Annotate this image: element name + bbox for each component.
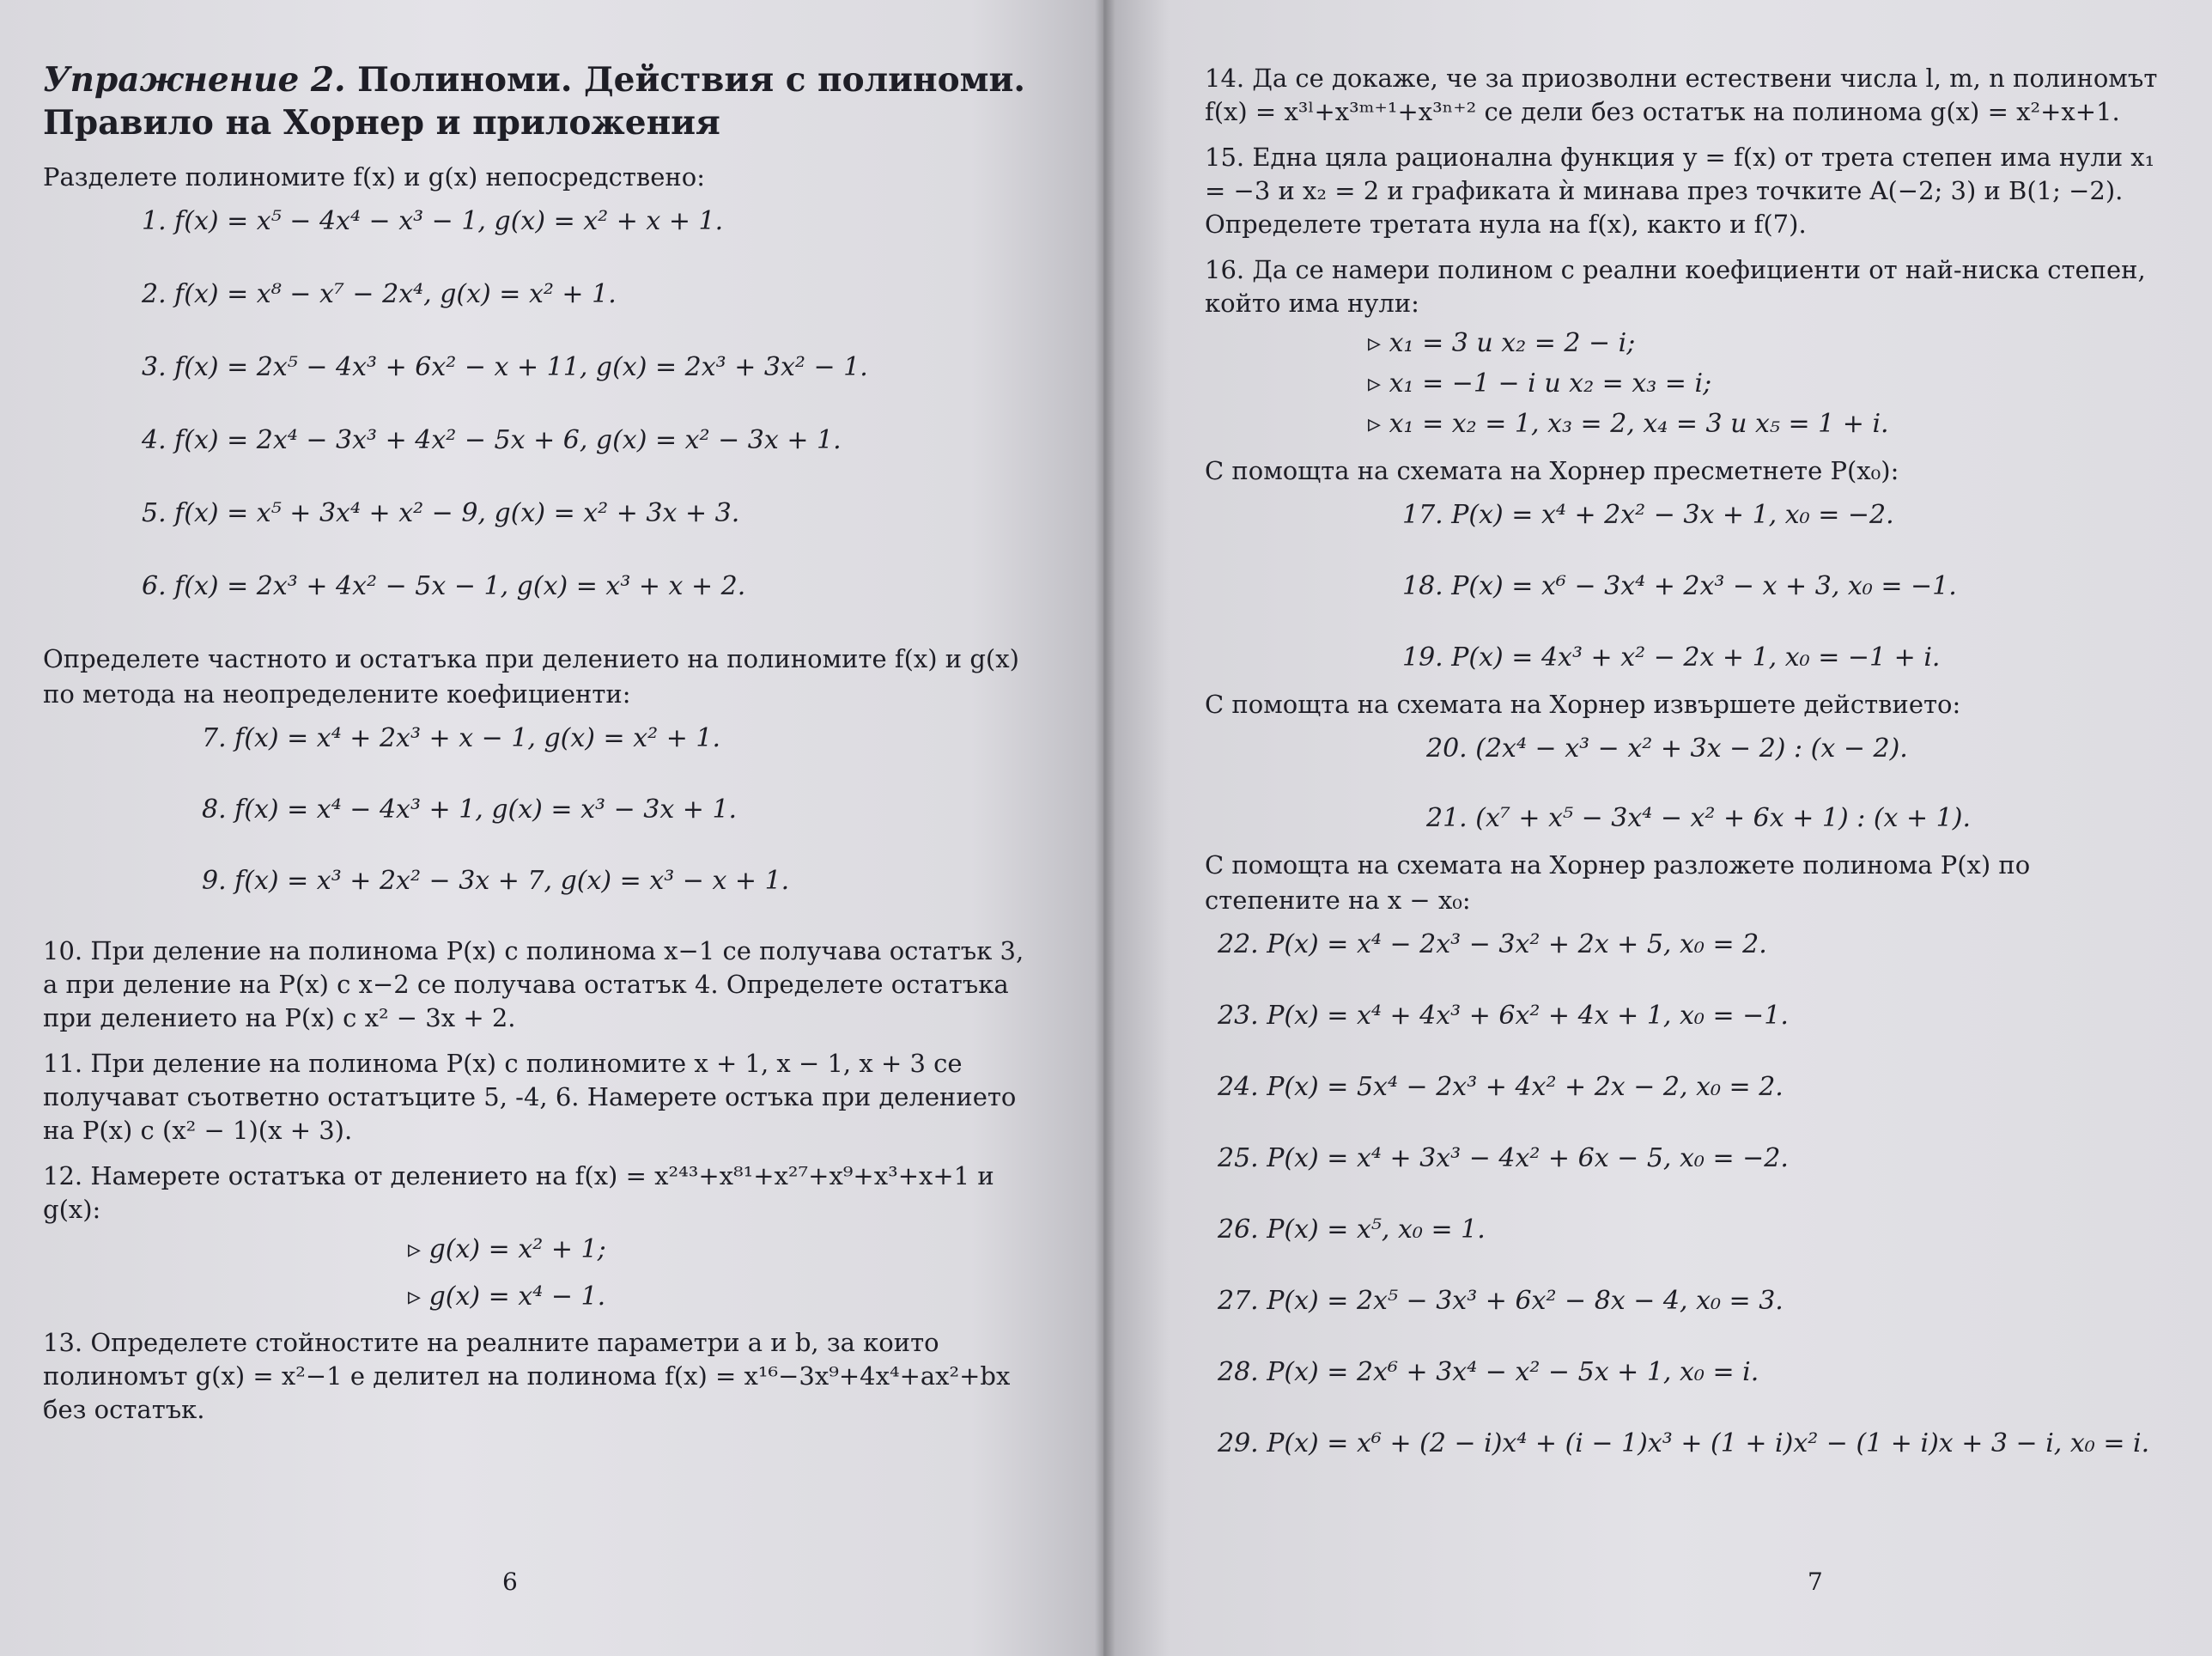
problem-25: 25. P(x) = x⁴ + 3x³ − 4x² + 6x − 5, x₀ = −2. bbox=[1218, 1143, 1789, 1173]
problem-26: 26. P(x) = x⁵, x₀ = 1. bbox=[1218, 1215, 1486, 1245]
title-line-2: Правило на Хорнер и приложения bbox=[43, 103, 720, 143]
problem-15: 15. Една цяла рационална функция y = f(x) от трета степен има нули x₁ = −3 и x₂ = 2 и графиката ѝ минава през точките A(−2; 3) и B(1; −2). Определете третата нула на f(x), както и f(7). bbox=[1205, 143, 2155, 239]
left-page bbox=[0, 0, 1103, 1656]
problem-14: 14. Да се докаже, че за приозволни естествени числа l, m, n полиномът f(x) = x³ˡ+x³ᵐ⁺¹+x³ⁿ⁺² се дели без остатък на полинома g(x) = x²+x+1. bbox=[1205, 64, 2158, 126]
problem-18: 18. P(x) = x⁶ − 3x⁴ + 2x³ − x + 3, x₀ = −1. bbox=[1402, 571, 1957, 601]
problem-list-20 bbox=[1205, 731, 2160, 836]
problem-29: 29. P(x) = x⁶ + (2 − i)x⁴ + (i − 1)x³ + (1 + i)x² − (1 + i)x + 3 − i, x₀ = i. bbox=[1218, 1428, 2150, 1458]
problem-16: 16. Да се намери полином с реални коефициенти от най-ниска степен, който има нули: bbox=[1205, 255, 2146, 318]
problem-11: 11. При деление на полинома P(x) с полиномите x + 1, x − 1, x + 3 се получават съответно остатъците 5, -4, 6. Намерете остъка при делението на P(x) с (x² − 1)(x + 3). bbox=[43, 1049, 1017, 1145]
page-number-left: 6 bbox=[502, 1568, 518, 1596]
instruction-direct-division: Разделете полиномите f(x) и g(x) непосредствено: bbox=[43, 162, 705, 192]
problem-5: 5. f(x) = x⁵ + 3x⁴ + x² − 9, g(x) = x² + 3x + 3. bbox=[142, 498, 740, 528]
right-page bbox=[1103, 0, 2212, 1656]
title-line-1: Полиноми. Действия с полиноми. bbox=[345, 60, 1025, 100]
problem-20: 20. (2x⁴ − x³ − x² + 3x − 2) : (x − 2). bbox=[1426, 734, 1908, 764]
problem-24: 24. P(x) = 5x⁴ − 2x³ + 4x² + 2x − 2, x₀ = 2. bbox=[1218, 1072, 1784, 1102]
problem-22: 22. P(x) = x⁴ − 2x³ − 3x² + 2x + 5, x₀ = 2. bbox=[1218, 929, 1767, 959]
problem-19: 19. P(x) = 4x³ + x² − 2x + 1, x₀ = −1 + i. bbox=[1402, 642, 1941, 673]
problem-28: 28. P(x) = 2x⁶ + 3x⁴ − x² − 5x + 1, x₀ = i. bbox=[1218, 1357, 1759, 1387]
problem-12-case-2: ▹ g(x) = x⁴ − 1. bbox=[408, 1282, 606, 1312]
title-exercise-number: Упражнение 2. bbox=[43, 60, 346, 100]
exercise-title bbox=[43, 58, 1026, 144]
instruction-horner-divide: С помощта на схемата на Хорнер извършете действието: bbox=[1205, 690, 1961, 719]
problem-16-case-1: ▹ x₁ = 3 и x₂ = 2 − i; bbox=[1368, 328, 1636, 358]
problem-8: 8. f(x) = x⁴ − 4x³ + 1, g(x) = x³ − 3x + 1. bbox=[202, 795, 738, 825]
problem-16-cases bbox=[1205, 326, 2160, 441]
problem-12: 12. Намерете остатъка от делението на f(x) = x²⁴³+x⁸¹+x²⁷+x⁹+x³+x+1 и g(x): bbox=[43, 1161, 994, 1224]
problem-1: 1. f(x) = x⁵ − 4x⁴ − x³ − 1, g(x) = x² + x + 1. bbox=[142, 206, 724, 236]
problem-list-1 bbox=[43, 204, 1026, 604]
problem-27: 27. P(x) = 2x⁵ − 3x³ + 6x² − 8x − 4, x₀ = 3. bbox=[1218, 1286, 1784, 1316]
problem-12-case-1: ▹ g(x) = x² + 1; bbox=[408, 1234, 606, 1264]
problem-6: 6. f(x) = 2x³ + 4x² − 5x − 1, g(x) = x³ + x + 2. bbox=[142, 571, 746, 601]
problem-list-22 bbox=[1205, 927, 2160, 1461]
page-number-right: 7 bbox=[1808, 1568, 1823, 1596]
problem-4: 4. f(x) = 2x⁴ − 3x³ + 4x² − 5x + 6, g(x) = x² − 3x + 1. bbox=[142, 425, 842, 455]
problem-list-17 bbox=[1205, 497, 2160, 675]
problem-9: 9. f(x) = x³ + 2x² − 3x + 7, g(x) = x³ − x + 1. bbox=[202, 866, 790, 896]
instruction-horner-evaluate: С помощта на схемата на Хорнер пресметнете P(x₀): bbox=[1205, 456, 1899, 485]
problem-16-case-3: ▹ x₁ = x₂ = 1, x₃ = 2, x₄ = 3 и x₅ = 1 + i. bbox=[1368, 409, 1889, 439]
instruction-horner-expand: С помощта на схемата на Хорнер разложете полинома P(x) по степените на x − x₀: bbox=[1205, 850, 2031, 915]
problem-list-2 bbox=[43, 721, 1026, 898]
problem-16-case-2: ▹ x₁ = −1 − i и x₂ = x₃ = i; bbox=[1368, 368, 1712, 399]
problem-10: 10. При деление на полинома P(x) с полинома x−1 се получава остатък 3, а при деление на P(x) с x−2 се получава остатък 4. Определете остатъка при делението на P(x) с x² − 3x + 2. bbox=[43, 936, 1024, 1032]
problem-21: 21. (x⁷ + x⁵ − 3x⁴ − x² + 6x + 1) : (x + 1). bbox=[1426, 803, 1971, 833]
problem-3: 3. f(x) = 2x⁵ − 4x³ + 6x² − x + 11, g(x) = 2x³ + 3x² − 1. bbox=[142, 352, 868, 382]
problem-2: 2. f(x) = x⁸ − x⁷ − 2x⁴, g(x) = x² + 1. bbox=[142, 279, 617, 309]
problem-7: 7. f(x) = x⁴ + 2x³ + x − 1, g(x) = x² + 1. bbox=[202, 723, 720, 753]
instruction-undetermined-coefficients: Определете частното и остатъка при делението на полиномите f(x) и g(x) по метода на неопределените коефициенти: bbox=[43, 644, 1019, 709]
problem-23: 23. P(x) = x⁴ + 4x³ + 6x² + 4x + 1, x₀ = −1. bbox=[1218, 1001, 1789, 1031]
problem-13: 13. Определете стойностите на реалните параметри a и b, за които полиномът g(x) = x²−1 е делител на полинома f(x) = x¹⁶−3x⁹+4x⁴+ax²+bx без остатък. bbox=[43, 1328, 1011, 1424]
problem-12-cases bbox=[43, 1232, 1026, 1314]
problem-17: 17. P(x) = x⁴ + 2x² − 3x + 1, x₀ = −2. bbox=[1402, 500, 1894, 530]
